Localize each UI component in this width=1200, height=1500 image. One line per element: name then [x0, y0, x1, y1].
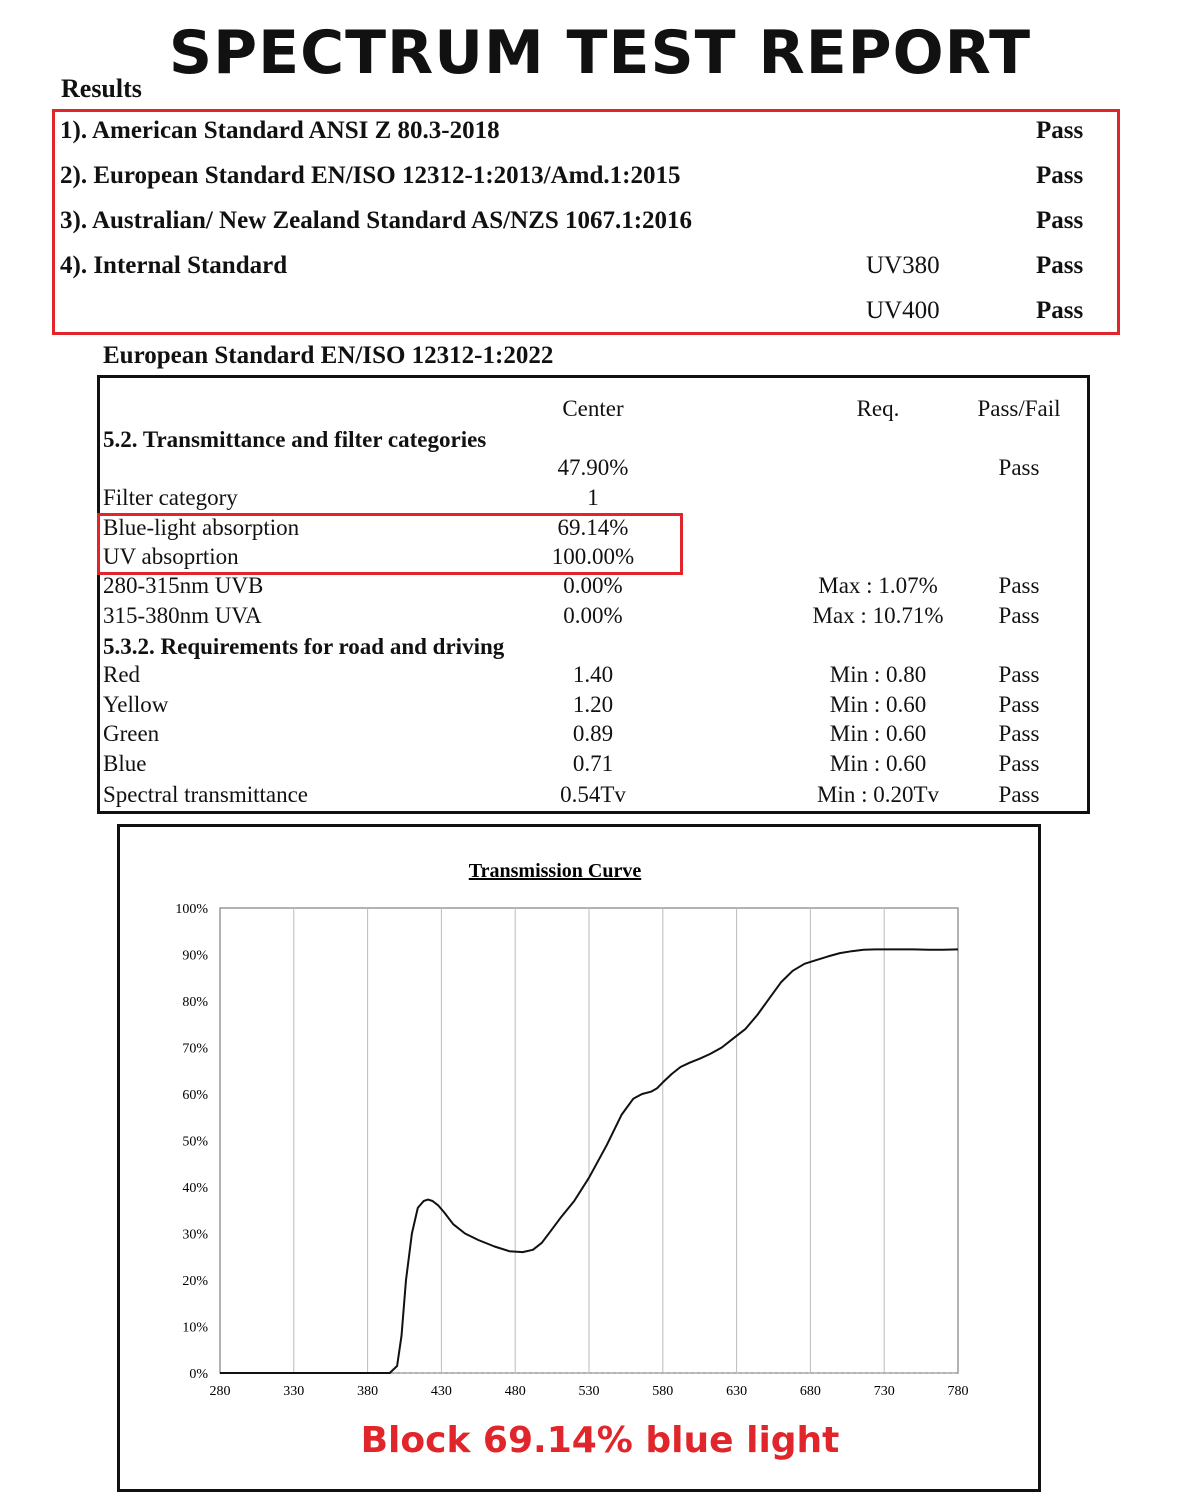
- y-tick-label: 30%: [182, 1227, 208, 1243]
- row-label: Yellow: [103, 692, 169, 717]
- x-tick-label: 680: [799, 1384, 821, 1399]
- row-label: Blue: [103, 751, 147, 776]
- row-pass-fail: Pass: [998, 573, 1040, 598]
- row-label: UV absoprtion: [103, 544, 239, 569]
- eu-standard-title: European Standard EN/ISO 12312-1:2022: [103, 342, 554, 369]
- result-status: Pass: [1036, 252, 1084, 279]
- row-pass-fail: Pass: [998, 603, 1040, 628]
- results-heading: Results: [61, 74, 142, 103]
- row-pass-fail: Pass: [998, 455, 1040, 480]
- header-req: Req.: [856, 396, 900, 421]
- y-tick-label: 50%: [182, 1134, 208, 1150]
- row-label: 280-315nm UVB: [103, 573, 264, 598]
- row-label: 5.2. Transmittance and filter categories: [103, 427, 487, 452]
- y-tick-label: 20%: [182, 1274, 208, 1289]
- result-status: Pass: [1036, 207, 1084, 234]
- row-label: 5.3.2. Requirements for road and driving: [103, 634, 505, 659]
- y-tick-label: 0%: [189, 1367, 208, 1382]
- row-pass-fail: Pass: [998, 782, 1040, 807]
- row-pass-fail: Pass: [998, 721, 1040, 746]
- row-requirement: Min : 0.60: [829, 692, 927, 717]
- row-requirement: Min : 0.20Tv: [816, 782, 940, 807]
- row-requirement: Min : 0.80: [829, 662, 927, 687]
- x-tick-label: 280: [209, 1384, 231, 1399]
- row-center-value: 0.54Tv: [560, 782, 626, 807]
- row-label: Filter category: [103, 485, 238, 510]
- blue-light-caption: Block 69.14% blue light: [360, 1420, 840, 1461]
- result-status: Pass: [1036, 162, 1084, 189]
- row-label: Red: [103, 662, 141, 687]
- x-tick-label: 480: [504, 1384, 526, 1399]
- row-center-value: 0.00%: [563, 573, 623, 598]
- row-center-value: 1.40: [572, 662, 614, 687]
- header-pass-fail: Pass/Fail: [977, 396, 1061, 421]
- result-standard: 1). American Standard ANSI Z 80.3-2018: [60, 117, 500, 144]
- row-requirement: Max : 1.07%: [818, 573, 938, 598]
- row-center-value: 0.71: [572, 751, 614, 776]
- result-extra: UV400: [866, 297, 940, 324]
- row-label: Green: [103, 721, 160, 746]
- y-tick-label: 100%: [175, 902, 208, 917]
- x-tick-label: 330: [283, 1384, 305, 1399]
- row-label: Blue-light absorption: [103, 515, 300, 540]
- result-extra: UV380: [866, 252, 940, 279]
- row-pass-fail: Pass: [998, 751, 1040, 776]
- row-label: Spectral transmittance: [103, 782, 309, 807]
- row-center-value: 1.20: [572, 692, 614, 717]
- x-tick-label: 780: [947, 1384, 969, 1399]
- x-tick-label: 730: [873, 1384, 895, 1399]
- row-label: 315-380nm UVA: [103, 603, 262, 628]
- y-tick-label: 70%: [182, 1041, 208, 1057]
- row-center-value: 0.00%: [563, 603, 623, 628]
- row-requirement: Min : 0.60: [829, 721, 927, 746]
- y-tick-label: 60%: [182, 1088, 208, 1103]
- x-tick-label: 380: [357, 1384, 379, 1399]
- result-standard: 4). Internal Standard: [60, 252, 288, 279]
- row-requirement: Max : 10.71%: [812, 603, 944, 628]
- y-tick-label: 10%: [182, 1320, 208, 1336]
- row-center-value: 1: [587, 485, 599, 510]
- x-tick-label: 580: [652, 1384, 674, 1399]
- row-pass-fail: Pass: [998, 692, 1040, 717]
- y-tick-label: 40%: [182, 1181, 208, 1196]
- x-tick-label: 630: [726, 1384, 748, 1399]
- result-status: Pass: [1036, 117, 1084, 144]
- row-center-value: 0.89: [572, 721, 614, 746]
- x-tick-label: 430: [430, 1384, 452, 1399]
- y-tick-label: 90%: [182, 948, 208, 964]
- result-standard: 3). Australian/ New Zealand Standard AS/NZS 1067.1:2016: [60, 207, 693, 234]
- row-center-value: 47.90%: [557, 455, 629, 480]
- header-center: Center: [562, 396, 624, 421]
- x-tick-label: 530: [578, 1384, 600, 1399]
- row-center-value: 69.14%: [557, 515, 629, 540]
- result-status: Pass: [1036, 297, 1084, 324]
- chart-title: Transmission Curve: [468, 860, 642, 882]
- result-standard: 2). European Standard EN/ISO 12312-1:2013/Amd.1:2015: [60, 162, 681, 189]
- row-requirement: Min : 0.60: [829, 751, 927, 776]
- row-center-value: 100.00%: [551, 544, 635, 569]
- row-pass-fail: Pass: [998, 662, 1040, 687]
- report-title: SPECTRUM TEST REPORT: [168, 18, 1032, 88]
- y-tick-label: 80%: [182, 995, 208, 1010]
